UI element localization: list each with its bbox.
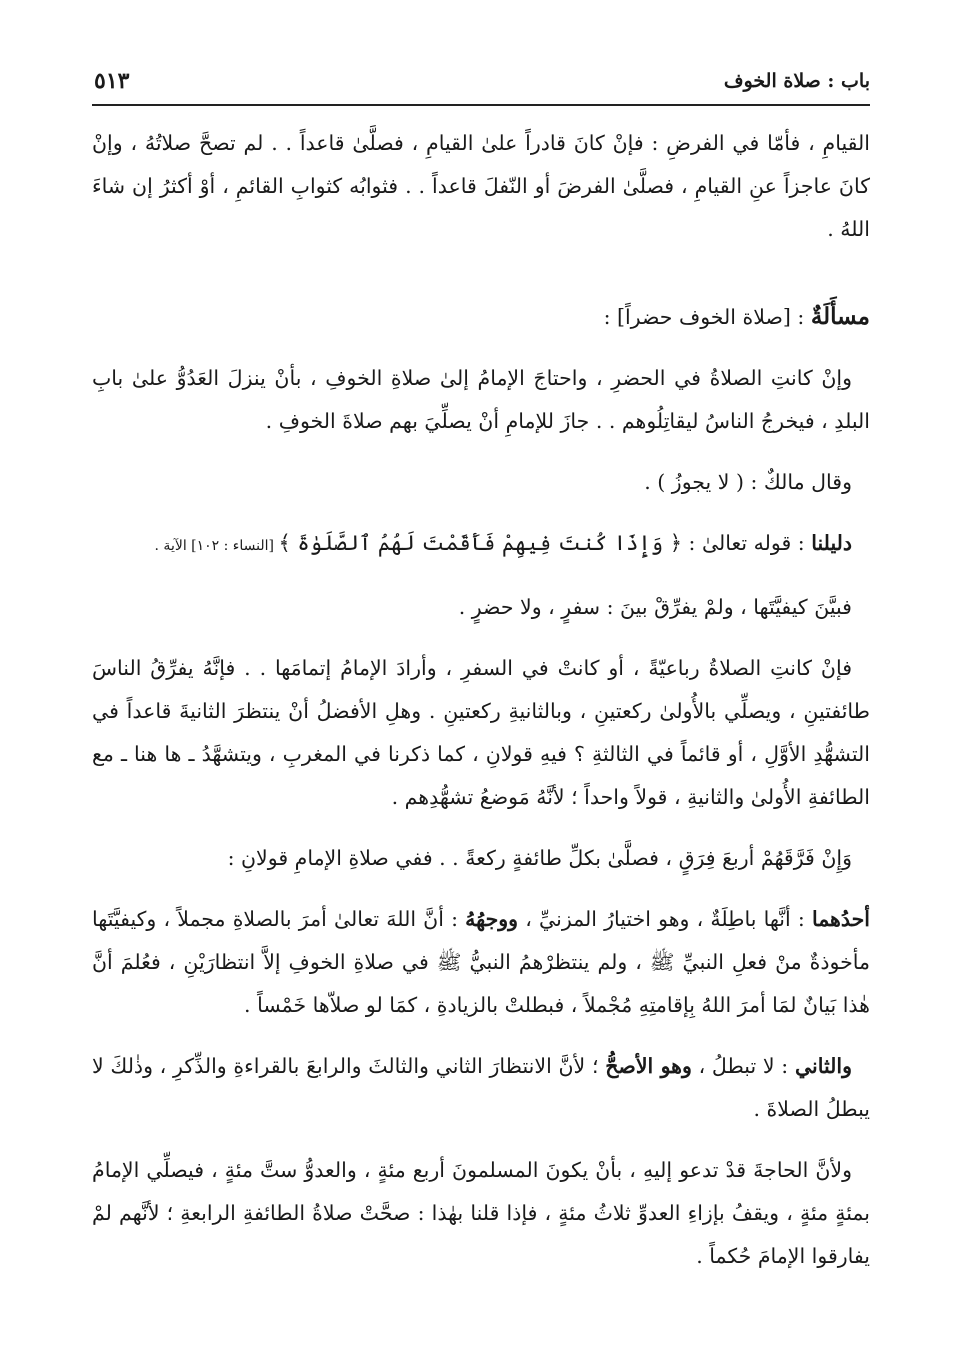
quran-reference: [النساء : ١٠٢] الآية . [154,538,279,554]
second-opinion-asah: وهو الأصحُّ [605,1054,692,1078]
masala-label: مسأَلَةٌ [810,303,870,330]
paragraph-malik: وقال مالكٌ : ( لا يجوزُ ) . [644,470,852,494]
page-number: ٥١٣ [94,68,130,94]
second-opinion-label: والثاني [794,1054,853,1078]
first-opinion-wajh: ووجهُهُ [465,907,519,931]
masala-title: : [صلاة الخوف حضراً] : [603,305,811,329]
quran-verse: ﴿ وَإِذَا كُنتَ فِيهِمْ فَأَقَمْتَ لَهُمُ ٱلصَّلَوٰةَ ﴾ [278,531,683,555]
paragraph-dalil [92,522,870,568]
second-opinion-text: : لا تبطلُ ، [691,1054,795,1078]
first-opinion-label: أحدُهما [811,907,870,931]
masala-heading [92,295,870,339]
page-body [92,106,870,1278]
chapter-title: باب : صلاة الخوف [723,70,870,92]
paragraph-four-groups: وَإِنْ فَرَّقَهُمْ أربعَ فِرَقٍ ، فصلَّىٰ بكلِّ طائفةٍ ركعةً . . ففي صلاةِ الإمامِ قولانِ : [227,846,852,870]
page-header [92,60,870,106]
paragraph-need: ولأنَّ الحاجةَ قدْ تدعو إليهِ ، بأنْ يكونَ المسلمونَ أربع مئةٍ ، والعدوُّ ستَّ مئةٍ ، فيصلِّي الإمامُ بمئةٍ مئةٍ ، ويقفُ بإزاءِ العدوِّ ثلاثُ مئةٍ ، فإذا قلنا بهٰذا : صحَّتْ صلاةُ الطائفةِ الرابعةِ ؛ لأنَّهم لمْ يفارقوا الإمامَ حُكماً . [92,1158,870,1268]
paragraph-rubaiyya: فإنْ كانتِ الصلاةُ رباعيّةً ، أو كانتْ في السفرِ ، وأرادَ الإمامُ إتمامَها . . فإنَّهُ يفرِّقُ الناسَ طائفتينِ ، ويصلِّي بالأُولىٰ ركعتينِ ، وبالثانيةِ ركعتينِ . وهلِ الأفضلُ أنْ ينتظرَ الثانيةَ قاعداً في التشهُّدِ الأوَّلِ ، أو قائماً في الثالثةِ ؟ فيهِ قولانِ ، كما ذكرنا في المغربِ ، ويتشهَّدُ ـ ها هنا ـ مع الطائفةِ الأُولىٰ والثانيةِ ، قولاً واحداً ؛ لأنَّهُ مَوضعُ تشهُّدِهم . [92,656,870,809]
dalil-text: : قوله تعالىٰ : [682,531,812,555]
paragraph-first-opinion [92,898,870,1027]
paragraph-hadar: وإنْ كانتِ الصلاةُ في الحضرِ ، واحتاجَ الإمامُ إلىٰ صلاةِ الخوفِ ، بأنْ ينزلَ العَدُوُّ علىٰ بابِ البلدِ ، فيخرجُ الناسُ ليقاتِلُوهم . . جازَ للإمامِ أنْ يصلِّيَ بهم صلاةَ الخوفِ . [92,366,870,433]
second-opinion-text-2: ؛ لأنَّ الانتظارَ الثاني والثالثَ والرابعَ بالقراءةِ والذِّكرِ ، وذٰلكَ لا يبطلُ الصلاةَ . [92,1054,870,1121]
paragraph-second-opinion [92,1045,870,1131]
paragraph-kayfiyya: فبيَّنَ كيفيَّتَها ، ولمْ يفرِّقْ بينَ : سفرٍ ، ولا حضرٍ . [458,595,852,619]
first-opinion-text: : أنَّها باطِلَةٌ ، وهو اختيارُ المزنيِّ ، [518,907,812,931]
first-opinion-text-2: : أنَّ اللهَ تعالىٰ أمرَ بالصلاةِ مجملاً ، وكيفيَّتَها مأخوذةٌ منْ فعلِ النبيِّ ﷺ ، ولم ينتظرْهمُ النبيُّ ﷺ في صلاةِ الخوفِ إلاَّ انتظارَيْنِ ، فعُلمَ أنَّ هٰذا بَيانٌ لمَا أمرَ اللهُ بِإقامتِهِ مُجْملاً ، فبطلتْ بالزيادةِ ، كمَا لو صلاّها خَمْساً . [92,907,870,1017]
dalil-label: دليلنا [811,531,852,555]
book-page [92,60,870,1350]
paragraph-continuation: القيامِ ، فأمّا في الفرضِ : فإنْ كانَ قادراً علىٰ القيامِ ، فصلَّىٰ قاعداً . . لم تصحَّ صلاتُهُ ، وإنْ كانَ عاجزاً عنِ القيامِ ، فصلَّىٰ الفرضَ أو النّفلَ قاعداً . . فثوابُه كثوابِ القائمِ ، أوْ أكثرُ إن شاءَ اللهُ . [92,131,870,241]
